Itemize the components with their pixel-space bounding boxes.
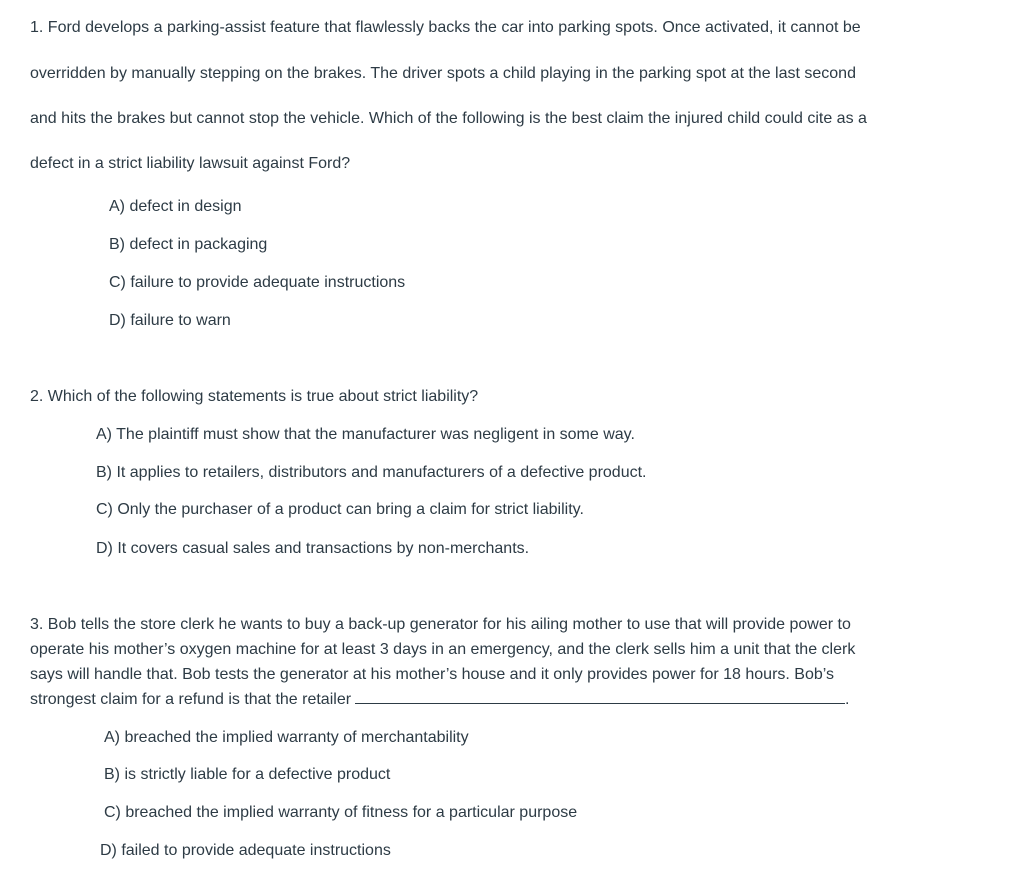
question-1-option-d: D) failure to warn — [109, 312, 231, 329]
question-1-option-b: B) defect in packaging — [109, 236, 268, 253]
question-3-text-line-with-blank — [30, 691, 850, 709]
question-3-option-c: C) breached the implied warranty of fitness for a particular purpose — [104, 804, 578, 821]
answer-blank — [355, 702, 845, 704]
question-1-text-line: defect in a strict liability lawsuit against Ford? — [30, 155, 351, 172]
question-3-text-line: says will handle that. Bob tests the generator at his mother’s house and it only provides power for 18 hours. Bob’s — [30, 666, 835, 683]
blank-terminator: . — [845, 691, 850, 708]
question-3-option-a: A) breached the implied warranty of merchantability — [104, 729, 469, 746]
question-2-option-b: B) It applies to retailers, distributors and manufacturers of a defective product. — [96, 464, 647, 481]
question-3-option-b: B) is strictly liable for a defective product — [104, 766, 391, 783]
question-3-text-line: strongest claim for a refund is that the retailer — [30, 691, 352, 708]
question-1-option-a: A) defect in design — [109, 198, 242, 215]
question-1-text-line: 1. Ford develops a parking-assist feature that flawlessly backs the car into parking spots. Once activated, it cannot be — [30, 19, 861, 36]
question-2-option-c: C) Only the purchaser of a product can bring a claim for strict liability. — [96, 501, 584, 518]
question-2-text-line: 2. Which of the following statements is true about strict liability? — [30, 388, 479, 405]
question-1-text-line: overridden by manually stepping on the brakes. The driver spots a child playing in the parking spot at the last second — [30, 65, 856, 82]
question-3-option-d: D) failed to provide adequate instructions — [100, 842, 391, 859]
question-1-option-c: C) failure to provide adequate instructions — [109, 274, 406, 291]
question-3-text-line: 3. Bob tells the store clerk he wants to buy a back-up generator for his ailing mother to use that will provide power to — [30, 616, 851, 633]
question-2-option-d: D) It covers casual sales and transactions by non-merchants. — [96, 540, 530, 557]
question-3-text-line: operate his mother’s oxygen machine for at least 3 days in an emergency, and the clerk sells him a unit that the clerk — [30, 641, 856, 658]
question-2-option-a: A) The plaintiff must show that the manufacturer was negligent in some way. — [96, 426, 635, 443]
question-1-text-line: and hits the brakes but cannot stop the vehicle. Which of the following is the best claim the injured child could cite as a — [30, 110, 867, 127]
